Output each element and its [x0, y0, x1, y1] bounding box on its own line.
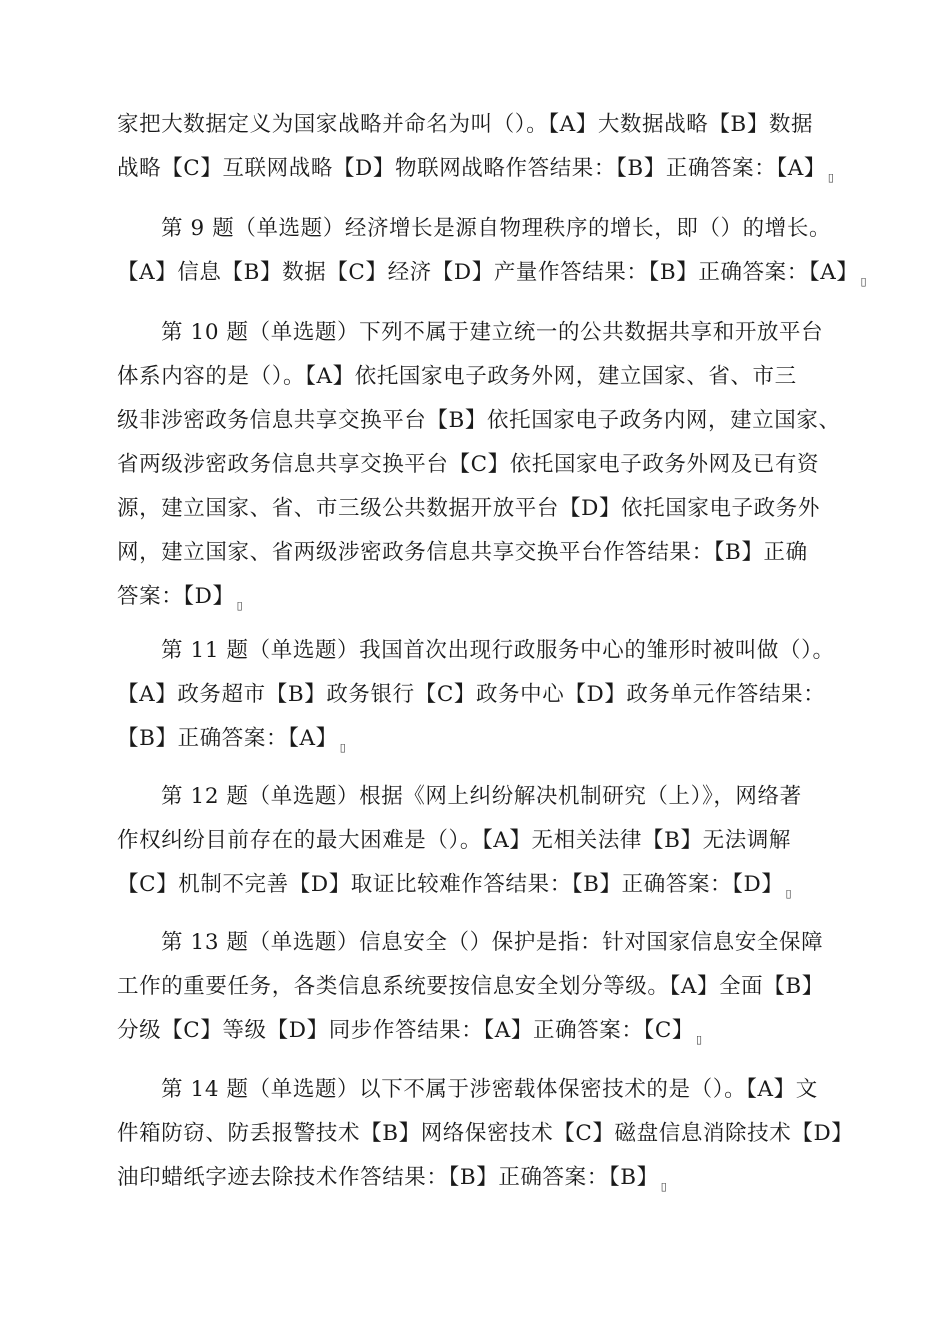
end-mark: ▯: [695, 1033, 703, 1046]
text-line: 【A】信息【B】数据【C】经济【D】产量作答结果：【B】正确答案：【A】 ▯: [117, 251, 857, 295]
question-8-continuation: [117, 103, 857, 191]
text-line: 源，建立国家、省、市三级公共数据开放平台【D】依托国家电子政务外: [117, 496, 820, 521]
text-line: 【C】机制不完善【D】取证比较难作答结果：【B】正确答案：【D】 ▯: [117, 863, 857, 907]
text-line: 级非涉密政务信息共享交换平台【B】依托国家电子政务内网，建立国家、: [117, 408, 841, 433]
text-line: 第 10 题（单选题）下列不属于建立统一的公共数据共享和开放平台: [161, 320, 824, 345]
end-mark: ▯: [827, 171, 835, 184]
text-line: 第 14 题（单选题）以下不属于涉密载体保密技术的是（）。【A】文: [161, 1077, 818, 1102]
text-line: 油印蜡纸字迹去除技术作答结果：【B】正确答案：【B】 ▯: [117, 1156, 857, 1200]
text-line: 件箱防窃、防丢报警技术【B】网络保密技术【C】磁盘信息消除技术【D】: [117, 1121, 854, 1146]
question-11: [117, 629, 857, 761]
text-line: 第 11 题（单选题）我国首次出现行政服务中心的雏形时被叫做（）。: [161, 638, 835, 663]
text-line: 工作的重要任务，各类信息系统要按信息安全划分等级。【A】全面【B】: [117, 974, 824, 999]
question-13: [117, 921, 857, 1053]
text-line: 省两级涉密政务信息共享交换平台【C】依托国家电子政务外网及已有资: [117, 452, 820, 477]
text-line: 分级【C】等级【D】同步作答结果：【A】正确答案：【C】 ▯: [117, 1009, 857, 1053]
text-line: 第 13 题（单选题）信息安全（）保护是指：针对国家信息安全保障: [161, 930, 824, 955]
end-mark: ▯: [236, 599, 244, 612]
text-line: 战略【C】互联网战略【D】物联网战略作答结果：【B】正确答案：【A】 ▯: [117, 147, 857, 191]
text-line: 网，建立国家、省两级涉密政务信息共享交换平台作答结果：【B】正确: [117, 540, 808, 565]
text-line: 第 12 题（单选题）根据《网上纠纷解决机制研究（上）》，网络著: [161, 784, 802, 809]
end-mark: ▯: [660, 1180, 668, 1193]
question-9: [117, 207, 868, 295]
text-line: 答案：【D】 ▯: [117, 575, 857, 619]
question-10: [117, 311, 857, 619]
text-line: 第 9 题（单选题）经济增长是源自物理秩序的增长，即（）的增长。: [161, 216, 832, 241]
text-line: 体系内容的是（）。【A】依托国家电子政务外网，建立国家、省、市三: [117, 364, 797, 389]
question-14: [117, 1068, 857, 1200]
text-line: 【B】正确答案：【A】 ▯: [117, 717, 857, 761]
question-12: [117, 775, 857, 907]
text-line: 【A】政务超市【B】政务银行【C】政务中心【D】政务单元作答结果：: [117, 682, 826, 707]
end-mark: ▯: [785, 887, 793, 900]
text-line: 作权纠纷目前存在的最大困难是（）。【A】无相关法律【B】无法调解: [117, 828, 792, 853]
text-line: 家把大数据定义为国家战略并命名为叫（）。【A】大数据战略【B】数据: [117, 112, 814, 137]
end-mark: ▯: [860, 275, 868, 288]
end-mark: ▯: [339, 741, 347, 754]
